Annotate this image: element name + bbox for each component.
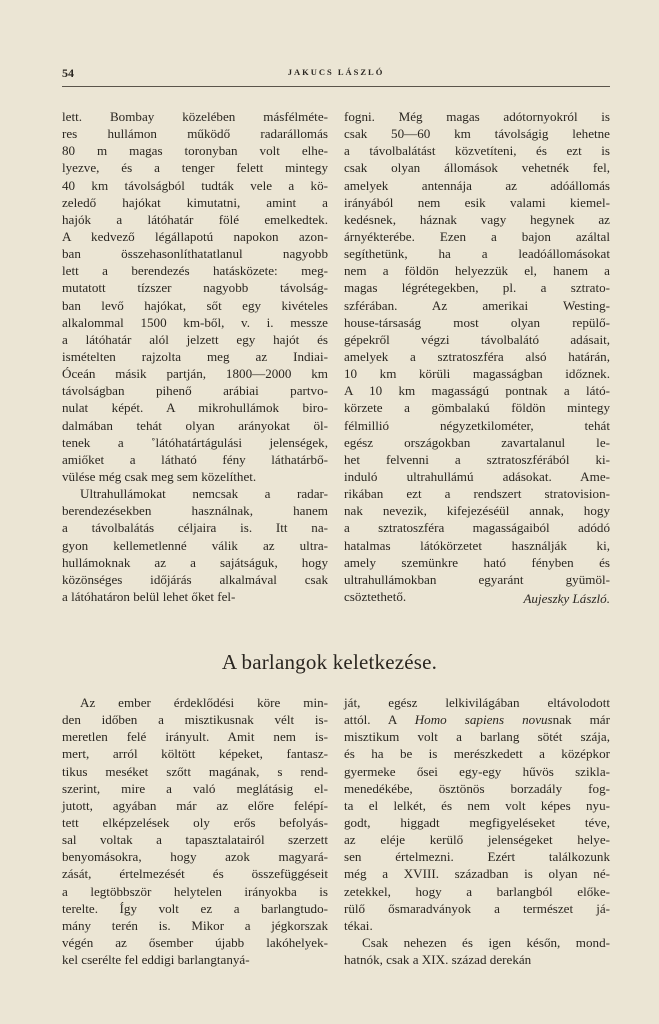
text-line: nulat képét. A mikrohullámok biro-	[62, 400, 328, 416]
text-line: és ha be is merészkedett a középkor	[344, 746, 610, 762]
text-line: gépekről végzi távolbalátó adásait,	[344, 331, 610, 347]
text-line: vülése még csak meg sem közelíthet.	[62, 468, 257, 484]
text-line: a látóhatáron belül lehet őket fel-	[62, 588, 236, 604]
text-line: a sztratoszféra magasságaiból adódó	[344, 520, 610, 536]
text-line: house-társaság most olyan repülő-	[344, 314, 610, 330]
text-line: tékai.	[344, 917, 373, 933]
text-line: lyezve, és a tenger felett mintegy	[62, 160, 328, 176]
text-line: amelyek antennája az adóállomás	[344, 177, 610, 193]
text-line: A kedvező légállapotú napokon azon-	[62, 228, 328, 244]
text-line: nak nevezik, kifejezéséül annak, hogy	[344, 503, 610, 519]
text-line: meretlen felé irányult. Amit nem is-	[62, 729, 328, 745]
text-line: még a XVIII. században is olyan né-	[344, 866, 610, 882]
text-line: mert, arról költött képeket, fantasz-	[62, 746, 328, 762]
text-line: magas légrétegekben, pl. a sztrato-	[344, 280, 610, 296]
text-line: mutatott tízszer nagyobb távolság-	[62, 280, 328, 296]
text-line: A 10 km magasságú pontnak a látó-	[344, 383, 610, 399]
text-line: menedékébe, ösztönös borzadály fog-	[344, 780, 610, 796]
text-line: sen értelmezni. Ezért találkozunk	[344, 849, 610, 865]
text-line: a látóhatár alól jelzett egy hajót és	[62, 331, 328, 347]
page-number: 54	[62, 66, 74, 80]
text-line: az eléje kerülő jelenségeket helye-	[344, 832, 610, 848]
text-line: terelte. Így volt ez a barlangtudo-	[62, 900, 328, 916]
text-line: induló ultrahullámú adásokat. Ame-	[344, 468, 610, 484]
text-line: dalmában tehát olyan arányokat öl-	[62, 417, 328, 433]
text-line: tikus meséket szőtt magának, s rend-	[62, 763, 328, 779]
text-line: a legtöbbször helytelen irányokba is	[62, 883, 328, 899]
text-line: a távolbalátás céljaira is. Itt na-	[62, 520, 328, 536]
article-two-left-column	[62, 694, 328, 968]
text-line: den időben a misztikusnak vélt is-	[62, 712, 328, 728]
text-line: végén az ősember újabb lakóhelyek-	[62, 934, 328, 950]
text-fragment: attól. A	[344, 712, 415, 728]
text-line: segíthetünk, ha a leadóállomásokat	[344, 246, 610, 262]
text-line: ta el lelkét, és nem volt képes nyu-	[344, 797, 610, 813]
text-line: félmillió négyzetkilométer, tehát	[344, 417, 610, 433]
text-line: Csak nehezen és igen későn, mond-	[362, 934, 610, 950]
text-line: csöztethető.	[344, 588, 407, 604]
text-line: hajók a látóhatár fölé emelkedtek.	[62, 211, 328, 227]
text-line: res hullámon működő radarállomás	[62, 126, 328, 142]
text-line: alkalommal 1500 km-ből, v. i. messze	[62, 314, 328, 330]
text-line: zetekkel, hogy a barlangból előke-	[344, 883, 610, 899]
article-one-right-column	[344, 108, 610, 605]
text-line: hatalmas látókörzetet használják ki,	[344, 537, 610, 553]
text-line: a távolbalátást közvetíteni, és ezt is	[344, 143, 610, 159]
author-signature: Aujeszky László.	[523, 591, 610, 607]
text-line: rikában ezt a rendszert stratovision-	[344, 486, 610, 502]
text-line: fogni. Még magas adótornyokról is	[344, 109, 610, 124]
text-line: Óceán másik partján, 1800—2000 km	[62, 366, 328, 382]
text-line: amiőket a látható fény láthatárbő-	[62, 451, 328, 467]
running-head: JAKUCS LÁSZLÓ	[287, 67, 385, 77]
text-line: amely szemünkre ható fényben és	[344, 554, 610, 570]
text-line: nem a földön helyezzük el, hanem a	[344, 263, 610, 279]
text-line: kel cserélte fel eddigi barlangtanyá-	[62, 952, 250, 968]
text-line: het felvenni a sztratoszférából ki-	[344, 451, 610, 467]
text-line: tenek a ˚látóhatártágulási jelenségek,	[62, 434, 328, 450]
species-name: Homo sapiens novus	[414, 712, 553, 728]
text-line: hullámoknak az a sajátságuk, hogy	[62, 554, 328, 570]
page-header	[62, 66, 610, 82]
text-line: amelyek a sztratoszféra alsó határán,	[344, 348, 610, 364]
text-line: 40 km távolságból tudták vele a kö-	[62, 177, 328, 193]
text-line: ban levő hajókat, sőt egy kivételes	[62, 297, 328, 313]
text-line: 80 m magas toronyban volt elhe-	[62, 143, 328, 159]
text-line: egész országokban zavartalanul le-	[344, 434, 610, 450]
article-two-right-column	[344, 694, 610, 968]
text-line: árnyékterébe. Ezen a bajon azáltal	[344, 228, 610, 244]
text-line: Az ember érdeklődési köre min-	[80, 695, 328, 710]
text-line: irányából nem esik valami kiemel-	[344, 194, 610, 210]
text-line: távolságban pihenő arábiai partvo-	[62, 383, 328, 399]
text-line: szférában. Az amerikai Westing-	[344, 297, 610, 313]
article-one-left-column	[62, 108, 328, 605]
text-line: körzete a gömbalakú földön mintegy	[344, 400, 610, 416]
text-line: berendezésekben használnak, hanem	[62, 503, 328, 519]
text-line: lett a berendezés hatásközete: meg-	[62, 263, 328, 279]
text-line: gyermeke ősei egy-egy hűvös szikla-	[344, 763, 610, 779]
text-line: misztikum volt a barlang sötét szája,	[344, 729, 610, 745]
text-line: csak olyan állomások vehetnék fel,	[344, 160, 610, 176]
text-line: csak 50—60 km távolságig lehetne	[344, 126, 610, 142]
text-line: 10 km körüli magasságban időznek.	[344, 366, 610, 382]
text-line: mány terén is. Mikor a jégkorszak	[62, 917, 328, 933]
section-title: A barlangok keletkezése.	[221, 650, 438, 674]
text-line: lett. Bombay közelében másfélméte-	[62, 109, 328, 124]
text-line: jutott, agyában már az előre felépí-	[62, 797, 328, 813]
text-line: szerint, mire a való meglátásig el-	[62, 780, 328, 796]
text-line: benyomásokra, hogy azok magyará-	[62, 849, 328, 865]
text-line: rülő ősmaradványok a természet já-	[344, 900, 610, 916]
text-line: tett elképzelések oly erős befolyás-	[62, 814, 328, 830]
header-rule	[62, 86, 610, 87]
text-line: ban összehasonlíthatatlanul nagyobb	[62, 246, 328, 262]
text-line: gyon kellemetlenné válik az ultra-	[62, 537, 328, 553]
text-line: ját, egész lelkivilágában eltávolodott	[344, 695, 610, 710]
text-line: ultrahullámokban egyaránt gyümöl-	[344, 571, 610, 587]
text-fragment: nak már	[552, 712, 610, 728]
text-line: ismételten rajzolta meg az Indiai-	[62, 348, 328, 364]
text-line	[344, 711, 610, 728]
text-line: sal voltak a tapasztalatairól szerzett	[62, 832, 328, 848]
text-line: zását, értelmezését és összefüggéseit	[62, 866, 328, 882]
text-line: közönséges időjárás alkalmával csak	[62, 571, 328, 587]
text-line: godt, higgadt megfigyeléseket téve,	[344, 814, 610, 830]
text-line: hatnók, csak a XIX. század derekán	[344, 952, 532, 968]
text-line: zeledő hajókat kimutatni, amint a	[62, 194, 328, 210]
text-line: Ultrahullámokat nemcsak a radar-	[80, 486, 328, 502]
text-line: kedésnek, háznak vagy hegynek az	[344, 211, 610, 227]
